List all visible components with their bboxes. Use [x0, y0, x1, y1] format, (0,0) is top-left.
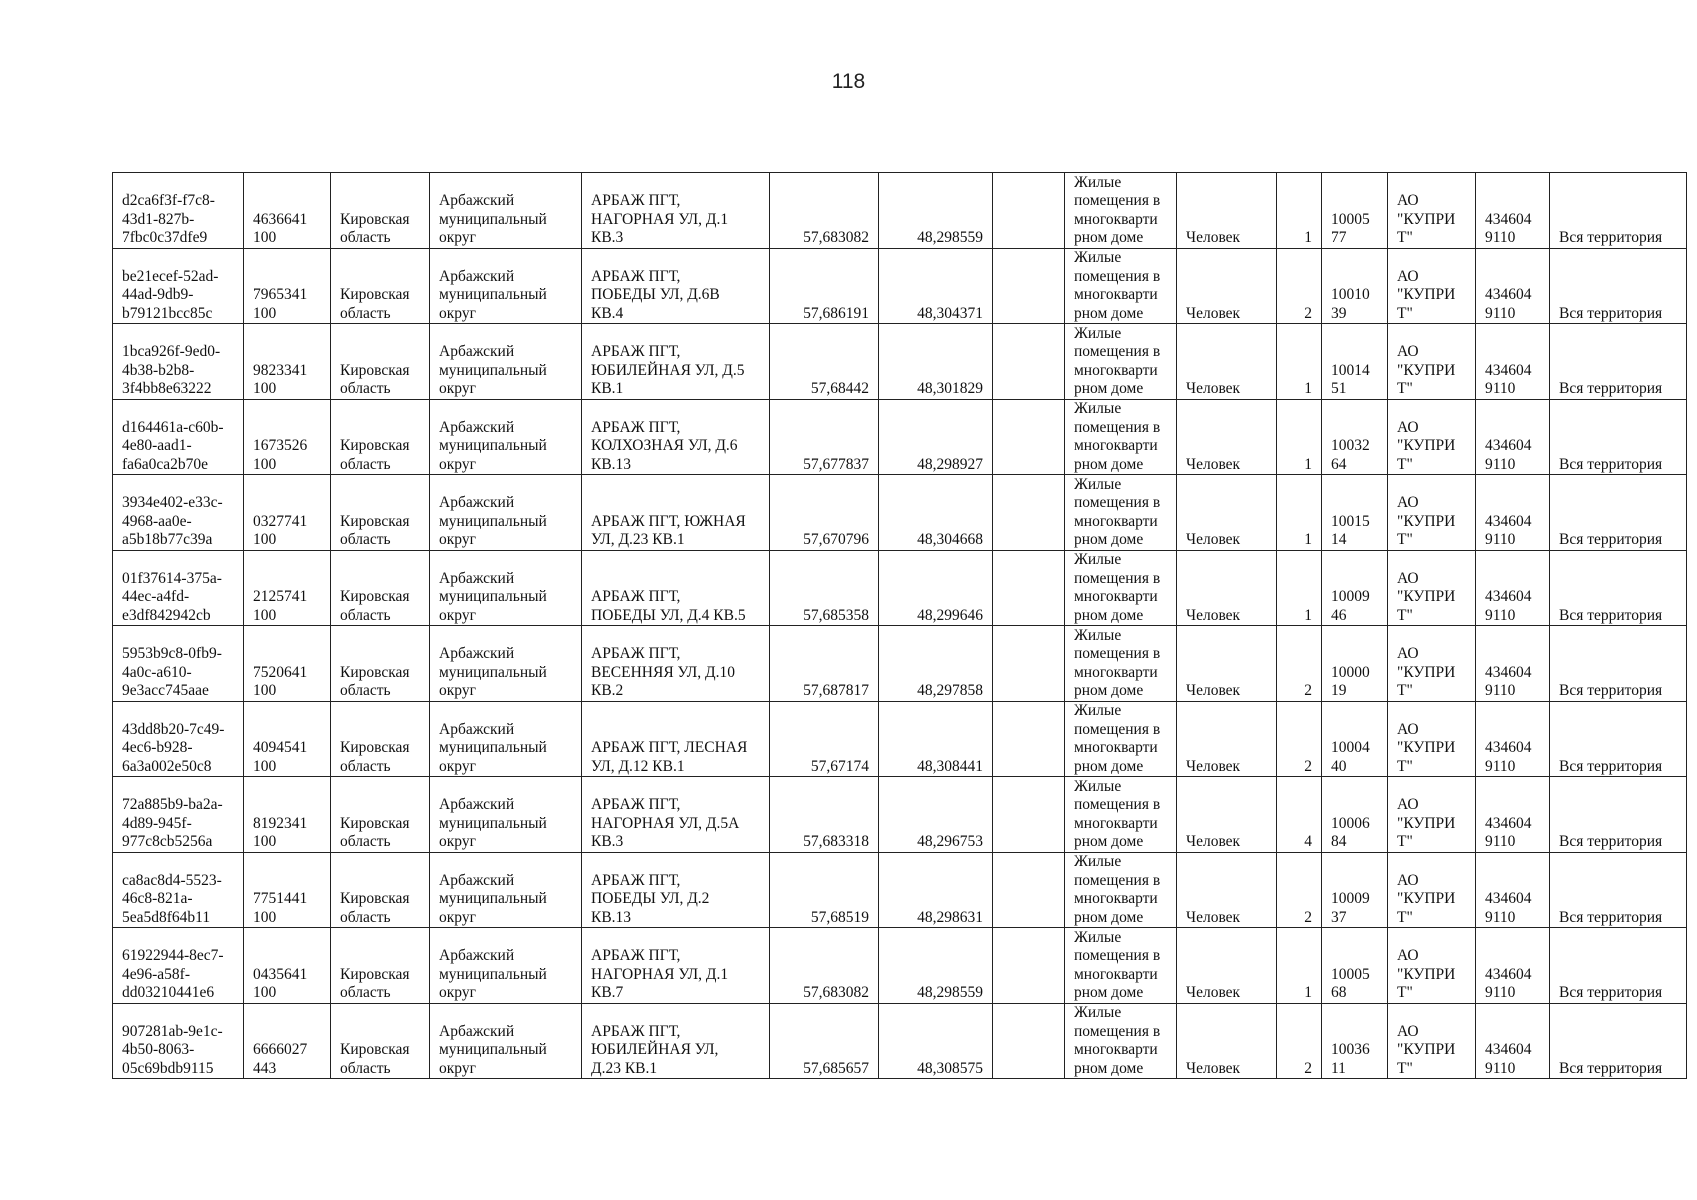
object-code-cell: 10010 39	[1322, 248, 1388, 324]
district-cell: Арбажский муниципальный округ	[430, 626, 582, 702]
unit-cell: Человек	[1177, 550, 1277, 626]
code-cell: 7520641 100	[244, 626, 331, 702]
organization-cell: АО "КУПРИ Т"	[1388, 928, 1476, 1004]
inn-cell: 434604 9110	[1476, 173, 1550, 249]
longitude-cell: 48,308575	[879, 1003, 993, 1079]
district-cell: Арбажский муниципальный округ	[430, 928, 582, 1004]
count-cell: 1	[1277, 928, 1322, 1004]
region-cell: Кировская область	[331, 475, 430, 551]
unit-cell: Человек	[1177, 1003, 1277, 1079]
premises-type-cell: Жилые помещения в многокварти рном доме	[1065, 626, 1177, 702]
object-code-cell: 10005 77	[1322, 173, 1388, 249]
inn-cell: 434604 9110	[1476, 928, 1550, 1004]
object-id-cell: 43dd8b20-7c49- 4ec6-b928- 6a3a002e50c8	[113, 701, 244, 777]
table-row	[113, 248, 1687, 324]
longitude-cell: 48,299646	[879, 550, 993, 626]
address-cell: АРБАЖ ПГТ, ПОБЕДЫ УЛ, Д.2 КВ.13	[582, 852, 770, 928]
table-row	[113, 1003, 1687, 1079]
count-cell: 1	[1277, 475, 1322, 551]
count-cell: 4	[1277, 777, 1322, 853]
premises-type-cell: Жилые помещения в многокварти рном доме	[1065, 777, 1177, 853]
table-row	[113, 324, 1687, 400]
district-cell: Арбажский муниципальный округ	[430, 399, 582, 475]
table-row	[113, 928, 1687, 1004]
unit-cell: Человек	[1177, 248, 1277, 324]
inn-cell: 434604 9110	[1476, 248, 1550, 324]
region-cell: Кировская область	[331, 173, 430, 249]
inn-cell: 434604 9110	[1476, 701, 1550, 777]
latitude-cell: 57,683082	[770, 928, 879, 1004]
latitude-cell: 57,686191	[770, 248, 879, 324]
longitude-cell: 48,301829	[879, 324, 993, 400]
address-cell: АРБАЖ ПГТ, ВЕСЕННЯЯ УЛ, Д.10 КВ.2	[582, 626, 770, 702]
latitude-cell: 57,68519	[770, 852, 879, 928]
empty-cell	[993, 324, 1065, 400]
unit-cell: Человек	[1177, 324, 1277, 400]
count-cell: 1	[1277, 550, 1322, 626]
object-id-cell: d2ca6f3f-f7c8- 43d1-827b- 7fbc0c37dfe9	[113, 173, 244, 249]
empty-cell	[993, 852, 1065, 928]
object-code-cell: 10009 37	[1322, 852, 1388, 928]
table-row	[113, 173, 1687, 249]
object-code-cell: 10015 14	[1322, 475, 1388, 551]
premises-type-cell: Жилые помещения в многокварти рном доме	[1065, 928, 1177, 1004]
latitude-cell: 57,683082	[770, 173, 879, 249]
district-cell: Арбажский муниципальный округ	[430, 777, 582, 853]
inn-cell: 434604 9110	[1476, 475, 1550, 551]
object-code-cell: 10036 11	[1322, 1003, 1388, 1079]
region-cell: Кировская область	[331, 701, 430, 777]
address-cell: АРБАЖ ПГТ, КОЛХОЗНАЯ УЛ, Д.6 КВ.13	[582, 399, 770, 475]
premises-type-cell: Жилые помещения в многокварти рном доме	[1065, 701, 1177, 777]
inn-cell: 434604 9110	[1476, 399, 1550, 475]
longitude-cell: 48,296753	[879, 777, 993, 853]
table-body	[113, 173, 1687, 1079]
latitude-cell: 57,687817	[770, 626, 879, 702]
inn-cell: 434604 9110	[1476, 852, 1550, 928]
territory-cell: Вся территория	[1550, 1003, 1687, 1079]
count-cell: 1	[1277, 399, 1322, 475]
address-cell: АРБАЖ ПГТ, ПОБЕДЫ УЛ, Д.6В КВ.4	[582, 248, 770, 324]
code-cell: 9823341 100	[244, 324, 331, 400]
longitude-cell: 48,298631	[879, 852, 993, 928]
region-cell: Кировская область	[331, 399, 430, 475]
organization-cell: АО "КУПРИ Т"	[1388, 550, 1476, 626]
territory-cell: Вся территория	[1550, 399, 1687, 475]
territory-cell: Вся территория	[1550, 475, 1687, 551]
address-cell: АРБАЖ ПГТ, НАГОРНАЯ УЛ, Д.5А КВ.3	[582, 777, 770, 853]
object-id-cell: 01f37614-375a- 44ec-a4fd- e3df842942cb	[113, 550, 244, 626]
table-row	[113, 777, 1687, 853]
region-cell: Кировская область	[331, 248, 430, 324]
latitude-cell: 57,677837	[770, 399, 879, 475]
address-cell: АРБАЖ ПГТ, ЮЖНАЯ УЛ, Д.23 КВ.1	[582, 475, 770, 551]
organization-cell: АО "КУПРИ Т"	[1388, 475, 1476, 551]
table-row	[113, 626, 1687, 702]
latitude-cell: 57,685657	[770, 1003, 879, 1079]
code-cell: 4094541 100	[244, 701, 331, 777]
organization-cell: АО "КУПРИ Т"	[1388, 852, 1476, 928]
territory-cell: Вся территория	[1550, 248, 1687, 324]
address-cell: АРБАЖ ПГТ, ЮБИЛЕЙНАЯ УЛ, Д.5 КВ.1	[582, 324, 770, 400]
region-cell: Кировская область	[331, 928, 430, 1004]
organization-cell: АО "КУПРИ Т"	[1388, 777, 1476, 853]
object-code-cell: 10032 64	[1322, 399, 1388, 475]
object-code-cell: 10004 40	[1322, 701, 1388, 777]
territory-cell: Вся территория	[1550, 324, 1687, 400]
object-code-cell: 10009 46	[1322, 550, 1388, 626]
inn-cell: 434604 9110	[1476, 626, 1550, 702]
latitude-cell: 57,685358	[770, 550, 879, 626]
object-code-cell: 10000 19	[1322, 626, 1388, 702]
table-row	[113, 701, 1687, 777]
empty-cell	[993, 777, 1065, 853]
count-cell: 2	[1277, 248, 1322, 324]
region-cell: Кировская область	[331, 1003, 430, 1079]
empty-cell	[993, 626, 1065, 702]
empty-cell	[993, 928, 1065, 1004]
count-cell: 2	[1277, 626, 1322, 702]
longitude-cell: 48,304668	[879, 475, 993, 551]
longitude-cell: 48,297858	[879, 626, 993, 702]
organization-cell: АО "КУПРИ Т"	[1388, 1003, 1476, 1079]
latitude-cell: 57,683318	[770, 777, 879, 853]
inn-cell: 434604 9110	[1476, 324, 1550, 400]
empty-cell	[993, 248, 1065, 324]
page-number: 118	[831, 70, 866, 93]
object-code-cell: 10006 84	[1322, 777, 1388, 853]
code-cell: 4636641 100	[244, 173, 331, 249]
object-id-cell: 1bca926f-9ed0- 4b38-b2b8- 3f4bb8e63222	[113, 324, 244, 400]
region-cell: Кировская область	[331, 626, 430, 702]
organization-cell: АО "КУПРИ Т"	[1388, 626, 1476, 702]
count-cell: 2	[1277, 1003, 1322, 1079]
empty-cell	[993, 1003, 1065, 1079]
premises-type-cell: Жилые помещения в многокварти рном доме	[1065, 399, 1177, 475]
object-id-cell: 72a885b9-ba2a- 4d89-945f- 977c8cb5256a	[113, 777, 244, 853]
territory-cell: Вся территория	[1550, 852, 1687, 928]
object-id-cell: 3934e402-e33c- 4968-aa0e- a5b18b77c39a	[113, 475, 244, 551]
premises-type-cell: Жилые помещения в многокварти рном доме	[1065, 852, 1177, 928]
longitude-cell: 48,298559	[879, 928, 993, 1004]
count-cell: 1	[1277, 324, 1322, 400]
code-cell: 0327741 100	[244, 475, 331, 551]
address-cell: АРБАЖ ПГТ, НАГОРНАЯ УЛ, Д.1 КВ.3	[582, 173, 770, 249]
table-row	[113, 550, 1687, 626]
unit-cell: Человек	[1177, 777, 1277, 853]
unit-cell: Человек	[1177, 701, 1277, 777]
unit-cell: Человек	[1177, 399, 1277, 475]
table-row	[113, 475, 1687, 551]
district-cell: Арбажский муниципальный округ	[430, 173, 582, 249]
empty-cell	[993, 475, 1065, 551]
premises-type-cell: Жилые помещения в многокварти рном доме	[1065, 248, 1177, 324]
object-id-cell: ca8ac8d4-5523- 46c8-821a- 5ea5d8f64b11	[113, 852, 244, 928]
empty-cell	[993, 550, 1065, 626]
unit-cell: Человек	[1177, 928, 1277, 1004]
district-cell: Арбажский муниципальный округ	[430, 550, 582, 626]
count-cell: 2	[1277, 852, 1322, 928]
count-cell: 2	[1277, 701, 1322, 777]
premises-type-cell: Жилые помещения в многокварти рном доме	[1065, 1003, 1177, 1079]
region-cell: Кировская область	[331, 324, 430, 400]
district-cell: Арбажский муниципальный округ	[430, 701, 582, 777]
organization-cell: АО "КУПРИ Т"	[1388, 324, 1476, 400]
territory-cell: Вся территория	[1550, 777, 1687, 853]
longitude-cell: 48,308441	[879, 701, 993, 777]
code-cell: 0435641 100	[244, 928, 331, 1004]
unit-cell: Человек	[1177, 852, 1277, 928]
latitude-cell: 57,68442	[770, 324, 879, 400]
organization-cell: АО "КУПРИ Т"	[1388, 173, 1476, 249]
registry-table	[112, 172, 1687, 1079]
region-cell: Кировская область	[331, 852, 430, 928]
empty-cell	[993, 701, 1065, 777]
code-cell: 8192341 100	[244, 777, 331, 853]
inn-cell: 434604 9110	[1476, 777, 1550, 853]
premises-type-cell: Жилые помещения в многокварти рном доме	[1065, 475, 1177, 551]
object-id-cell: 907281ab-9e1c- 4b50-8063- 05c69bdb9115	[113, 1003, 244, 1079]
object-id-cell: be21ecef-52ad- 44ad-9db9- b79121bcc85c	[113, 248, 244, 324]
code-cell: 2125741 100	[244, 550, 331, 626]
code-cell: 1673526 100	[244, 399, 331, 475]
region-cell: Кировская область	[331, 777, 430, 853]
territory-cell: Вся территория	[1550, 928, 1687, 1004]
object-code-cell: 10014 51	[1322, 324, 1388, 400]
object-code-cell: 10005 68	[1322, 928, 1388, 1004]
latitude-cell: 57,670796	[770, 475, 879, 551]
longitude-cell: 48,304371	[879, 248, 993, 324]
district-cell: Арбажский муниципальный округ	[430, 324, 582, 400]
territory-cell: Вся территория	[1550, 550, 1687, 626]
count-cell: 1	[1277, 173, 1322, 249]
premises-type-cell: Жилые помещения в многокварти рном доме	[1065, 173, 1177, 249]
code-cell: 7751441 100	[244, 852, 331, 928]
empty-cell	[993, 399, 1065, 475]
latitude-cell: 57,67174	[770, 701, 879, 777]
longitude-cell: 48,298559	[879, 173, 993, 249]
address-cell: АРБАЖ ПГТ, ПОБЕДЫ УЛ, Д.4 КВ.5	[582, 550, 770, 626]
inn-cell: 434604 9110	[1476, 550, 1550, 626]
table-row	[113, 852, 1687, 928]
object-id-cell: 5953b9c8-0fb9- 4a0c-a610- 9e3acc745aae	[113, 626, 244, 702]
organization-cell: АО "КУПРИ Т"	[1388, 248, 1476, 324]
unit-cell: Человек	[1177, 626, 1277, 702]
object-id-cell: d164461a-c60b- 4e80-aad1- fa6a0ca2b70e	[113, 399, 244, 475]
territory-cell: Вся территория	[1550, 701, 1687, 777]
longitude-cell: 48,298927	[879, 399, 993, 475]
premises-type-cell: Жилые помещения в многокварти рном доме	[1065, 550, 1177, 626]
organization-cell: АО "КУПРИ Т"	[1388, 399, 1476, 475]
region-cell: Кировская область	[331, 550, 430, 626]
district-cell: Арбажский муниципальный округ	[430, 475, 582, 551]
premises-type-cell: Жилые помещения в многокварти рном доме	[1065, 324, 1177, 400]
unit-cell: Человек	[1177, 173, 1277, 249]
district-cell: Арбажский муниципальный округ	[430, 248, 582, 324]
object-id-cell: 61922944-8ec7- 4e96-a58f- dd03210441e6	[113, 928, 244, 1004]
address-cell: АРБАЖ ПГТ, ЮБИЛЕЙНАЯ УЛ, Д.23 КВ.1	[582, 1003, 770, 1079]
inn-cell: 434604 9110	[1476, 1003, 1550, 1079]
unit-cell: Человек	[1177, 475, 1277, 551]
code-cell: 6666027 443	[244, 1003, 331, 1079]
address-cell: АРБАЖ ПГТ, ЛЕСНАЯ УЛ, Д.12 КВ.1	[582, 701, 770, 777]
district-cell: Арбажский муниципальный округ	[430, 1003, 582, 1079]
address-cell: АРБАЖ ПГТ, НАГОРНАЯ УЛ, Д.1 КВ.7	[582, 928, 770, 1004]
territory-cell: Вся территория	[1550, 173, 1687, 249]
district-cell: Арбажский муниципальный округ	[430, 852, 582, 928]
empty-cell	[993, 173, 1065, 249]
organization-cell: АО "КУПРИ Т"	[1388, 701, 1476, 777]
territory-cell: Вся территория	[1550, 626, 1687, 702]
table-row	[113, 399, 1687, 475]
code-cell: 7965341 100	[244, 248, 331, 324]
